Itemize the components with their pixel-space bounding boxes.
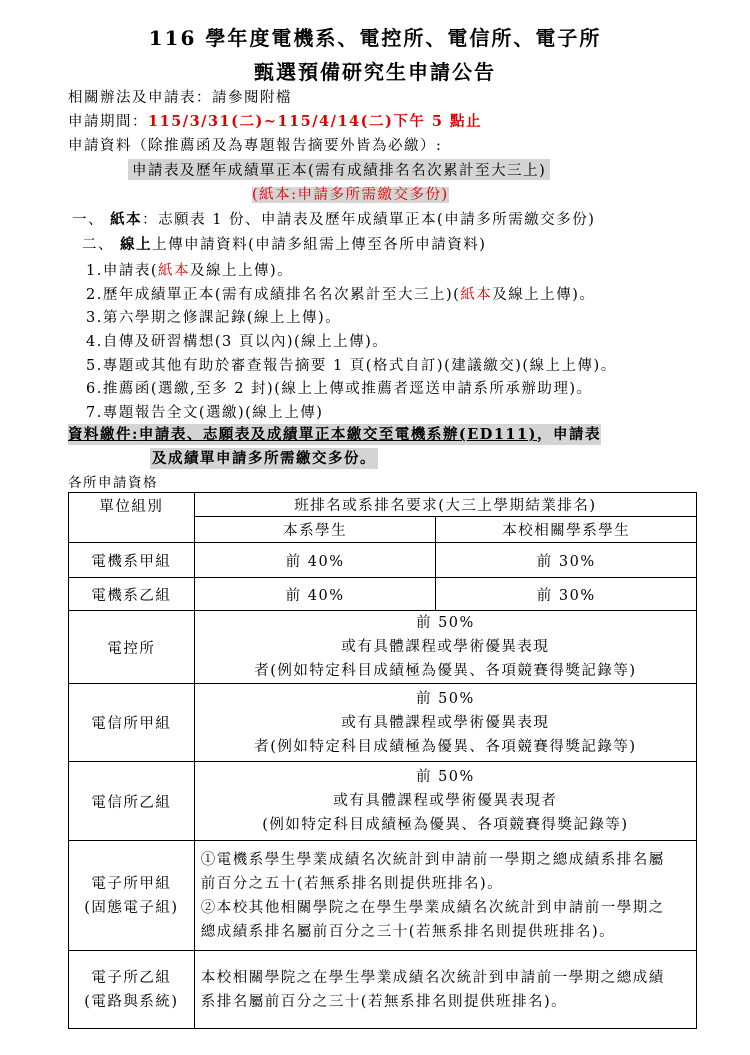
qualification-table (68, 492, 697, 1029)
item-1-b: 及線上上傳)。 (190, 263, 294, 279)
row-other: 前 30% (436, 578, 697, 611)
notice-label: 資料繳件: (68, 426, 139, 443)
row-requirement (194, 611, 696, 684)
req-line: 總成績系排名屬前百分之三十(若無系排名則提供班排名)。 (200, 923, 616, 940)
row-own: 前 40% (194, 578, 436, 611)
item-3: 3.第六學期之修課記錄(線上上傳)。 (86, 310, 342, 326)
row-unit: 電信所甲組 (69, 684, 195, 762)
row-unit (69, 951, 195, 1029)
related-docs: 相關辦法及申請表：請參閱附檔 (68, 90, 292, 106)
notice-line-2 (150, 447, 378, 468)
section-two-bold: 線上 (120, 236, 153, 253)
req-line: 者(例如特定科目成績極為優異、各項競賽得獎記錄等) (254, 738, 637, 755)
row-requirement (194, 684, 696, 762)
row-unit (69, 841, 195, 951)
title-line-1: 116 學年度電機系、電控所、電信所、電子所 (148, 26, 602, 50)
item-1-red: 紙本 (158, 263, 190, 279)
period-value: 115/3/31(二)~115/4/14(二)下午 5 點止 (148, 113, 483, 130)
item-6: 6.推薦函(選繳,至多 2 封)(線上上傳或推薦者逕送申請系所承辦助理)。 (86, 381, 593, 397)
highlight-line-1: 申請表及歷年成績單正本(需有成績排名名次累計至大三上) (128, 159, 550, 180)
section-one (72, 208, 595, 229)
section-two (82, 233, 486, 254)
item-1 (86, 259, 293, 280)
row-unit: 電機系甲組 (69, 543, 195, 578)
table-row (69, 762, 697, 841)
unit-line: 電子所乙組 (91, 969, 172, 986)
table-row (69, 841, 697, 951)
req-line: ②本校其他相關學院之在學生學業成績名次統計到申請前一學期之 (200, 899, 665, 916)
section-two-text: 上傳申請資料(申請多組需上傳至各所申請資料) (152, 237, 487, 253)
notice-text-2: ，申請表 (536, 426, 601, 443)
notice-line-1 (68, 423, 601, 444)
table-row (69, 543, 697, 578)
title-line-2: 甄選預備研究生申請公告 (254, 60, 496, 84)
req-line: (例如特定科目成績極為優異、各項競賽得獎記錄等) (262, 817, 629, 833)
item-2 (86, 283, 595, 304)
highlight-line-2 (252, 183, 449, 204)
req-line: 或有具體課程或學術優異表現 (341, 714, 550, 731)
req-line: 系排名屬前百分之三十(若無系排名則提供班排名)。 (200, 993, 568, 1010)
section-one-prefix: 一、 (72, 212, 104, 228)
row-unit: 電機系乙組 (69, 578, 195, 611)
table-header-row (69, 493, 697, 517)
req-line: 前 50% (415, 769, 475, 785)
unit-line: (固態電子組) (84, 899, 179, 916)
period-label: 申請期間： (68, 114, 148, 130)
item-4: 4.自傳及研習構想(3 頁以內)(線上上傳)。 (86, 334, 389, 350)
row-unit: 電信所乙組 (69, 762, 195, 841)
section-two-prefix: 二、 (82, 237, 114, 253)
section-one-bold: 紙本 (110, 211, 143, 228)
header-other-dept: 本校相關學系學生 (436, 517, 697, 543)
table-row (69, 611, 697, 684)
req-line: 本校相關學院之在學生學業成績名次統計到申請前一學期之總成績 (200, 969, 665, 986)
req-line: 前 50% (415, 615, 475, 631)
unit-line: (電路與系統) (84, 993, 179, 1010)
item-7: 7.專題報告全文(選繳)(線上上傳) (86, 405, 324, 421)
item-2-red: 紙本 (460, 287, 493, 303)
item-5: 5.專題或其他有助於審查報告摘要 1 頁(格式自訂)(建議繳交)(線上上傳)。 (86, 358, 617, 374)
row-requirement (194, 841, 696, 951)
item-2-b: 及線上上傳)。 (492, 287, 596, 303)
req-line: ①電機系學生學業成績名次統計到申請前一學期之總成績系排名屬 (200, 851, 665, 868)
item-1-a: 1.申請表( (86, 263, 158, 279)
unit-line: 電子所甲組 (91, 875, 172, 892)
header-unit: 單位組別 (69, 493, 195, 543)
notice-text-1: 申請表、志願表及成績單正本繳交至電機系辦(ED111) (138, 426, 537, 443)
notice-text-3: 及成績單申請多所需繳交多份。 (152, 450, 376, 467)
table-row (69, 578, 697, 611)
row-unit: 電控所 (69, 611, 195, 684)
application-period (68, 110, 482, 131)
header-requirement: 班排名或系排名要求(大三上學期結業排名) (194, 493, 696, 517)
highlight-line-2-text: (紙本:申請多所需繳交多份) (252, 187, 449, 203)
row-requirement (194, 951, 696, 1029)
row-own: 前 40% (194, 543, 436, 578)
req-line: 者(例如特定科目成績極為優異、各項競賽得獎記錄等) (254, 663, 637, 679)
req-line: 前百分之五十(若無系排名則提供班排名)。 (200, 875, 504, 892)
req-line: 或有具體課程或學術優異表現者 (333, 793, 558, 809)
section-one-text: ：志願表 1 份、申請表及歷年成績單正本(申請多所需繳交多份) (142, 212, 596, 228)
notice-highlight-1 (68, 424, 601, 445)
table-row (69, 951, 697, 1029)
row-other: 前 30% (436, 543, 697, 578)
header-own-dept: 本系學生 (194, 517, 436, 543)
req-line: 前 50% (415, 690, 475, 707)
table-row (69, 684, 697, 762)
table-caption: 各所申請資格 (68, 475, 158, 491)
req-line: 或有具體課程或學術優異表現 (341, 639, 550, 655)
item-2-a: 2.歷年成績單正本(需有成績排名名次累計至大三上)( (86, 287, 461, 303)
row-requirement (194, 762, 696, 841)
materials-intro: 申請資料（除推薦函及為專題報告摘要外皆為必繳）: (68, 138, 443, 154)
